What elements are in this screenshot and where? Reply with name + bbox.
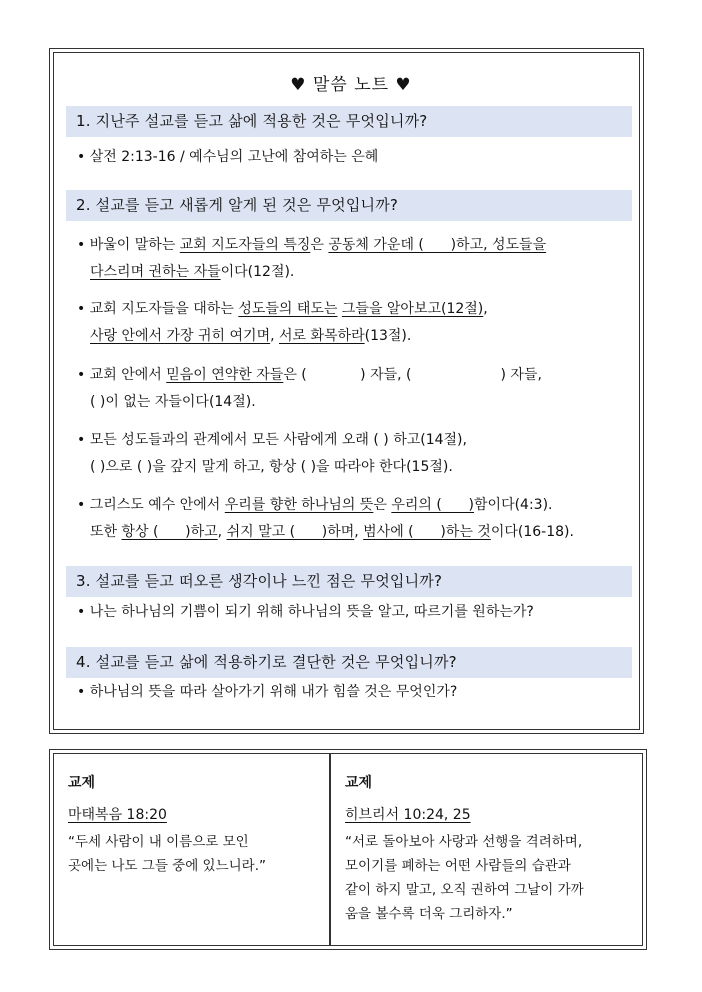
question-1-answer: • 살전 2:13-16 / 예수님의 고난에 참여하는 은혜 — [77, 149, 379, 165]
q2-bullet-3-line-2: ( )이 없는 자들이다(14절). — [90, 394, 256, 410]
q2-bullet-2-line-2 — [90, 326, 411, 346]
text-segment: • 바울이 말하는 — [77, 237, 180, 253]
underlined-text: 범사에 ( )하는 것 — [363, 524, 491, 540]
q2-bullet-2-line-1 — [77, 299, 488, 319]
fellowship-left-title: 교제 — [68, 775, 96, 791]
text-segment: , — [270, 328, 279, 344]
page-title: ♥ 말씀 노트 ♥ — [290, 75, 412, 95]
underlined-text: 다스리며 권하는 자들 — [90, 264, 221, 280]
fellowship-right-verse — [345, 830, 584, 926]
text-segment: • 그리스도 예수 안에서 — [77, 497, 225, 513]
verse-line: 곳에는 나도 그들 중에 있느니라.” — [68, 858, 266, 874]
verse-line: 모이기를 폐하는 어떤 사람들의 습관과 — [345, 858, 571, 874]
fellowship-divider — [329, 753, 331, 946]
q2-bullet-4-line-2: ( )으로 ( )을 갚지 말게 하고, 항상 ( )을 따라야 한다(15절). — [90, 459, 453, 475]
question-1-heading: 1. 지난주 설교를 듣고 삶에 적용한 것은 무엇입니까? — [66, 106, 632, 137]
text-segment: , — [483, 301, 488, 317]
q2-bullet-5-line-2 — [90, 522, 574, 542]
text-segment: 은 — [310, 237, 329, 253]
text-segment: 또한 — [90, 524, 122, 540]
question-4-answer: • 하나님의 뜻을 따라 살아가기 위해 내가 힘쓸 것은 무엇인가? — [77, 684, 458, 700]
fellowship-left-reference: 마태복음 18:20 — [68, 807, 167, 823]
question-4-heading: 4. 설교를 듣고 삶에 적용하기로 결단한 것은 무엇입니까? — [66, 647, 632, 678]
underlined-text: 믿음이 연약한 자들 — [166, 367, 284, 383]
q2-bullet-1-line-1 — [77, 235, 546, 255]
verse-line: 같이 하지 말고, 오직 권하여 그날이 가까 — [345, 882, 584, 898]
text-segment: , — [217, 524, 227, 540]
question-2-heading: 2. 설교를 듣고 새롭게 알게 된 것은 무엇입니까? — [66, 190, 632, 221]
underlined-text: 우리의 ( ) — [391, 497, 475, 513]
question-3-heading: 3. 설교를 듣고 떠오른 생각이나 느낀 점은 무엇입니까? — [66, 566, 632, 597]
text-segment: , — [354, 524, 364, 540]
underlined-text: 우리를 향한 하나님의 뜻 — [224, 497, 374, 513]
underlined-text: 서로 화목하라 — [279, 328, 365, 344]
text-segment: (13절). — [364, 328, 412, 344]
verse-line: 움을 볼수록 더욱 그리하자.” — [345, 906, 513, 922]
q2-bullet-3-line-1 — [77, 365, 542, 385]
verse-line: “서로 돌아보아 사랑과 선행을 격려하며, — [345, 834, 583, 850]
verse-line: “두세 사람이 내 이름으로 모인 — [68, 834, 249, 850]
fellowship-right-reference: 히브리서 10:24, 25 — [345, 807, 471, 823]
text-segment: • 교회 지도자들을 대하는 — [77, 301, 239, 317]
underlined-text: 그들을 알아보고(12절) — [341, 301, 484, 317]
underlined-text: 사랑 안에서 가장 귀히 여기며 — [90, 328, 271, 344]
q2-bullet-4-line-1: • 모든 성도들과의 관계에서 모든 사람에게 오래 ( ) 하고(14절), — [77, 432, 467, 448]
underlined-text: 교회 지도자들의 특징 — [179, 237, 311, 253]
fellowship-right-title: 교제 — [345, 775, 373, 791]
q2-bullet-5-line-1 — [77, 495, 553, 515]
underlined-text: 성도들의 태도는 — [238, 301, 338, 317]
underlined-text: 공동체 가운데 ( )하고, 성도들을 — [328, 237, 547, 253]
text-segment: 은 ( ) 자들, ( ) 자들, — [283, 367, 542, 383]
text-segment: 이다(16-18). — [490, 524, 574, 540]
text-segment: 함이다(4:3). — [474, 497, 553, 513]
question-3-answer: • 나는 하나님의 기쁨이 되기 위해 하나님의 뜻을 알고, 따르기를 원하는가? — [77, 604, 534, 620]
text-segment: 은 — [373, 497, 392, 513]
q2-bullet-1-line-2 — [90, 262, 294, 282]
fellowship-left-verse — [68, 830, 266, 878]
text-segment: 이다(12절). — [220, 264, 295, 280]
underlined-text: 항상 ( )하고 — [121, 524, 218, 540]
text-segment: • 교회 안에서 — [77, 367, 167, 383]
underlined-text: 쉬지 말고 ( )하며 — [226, 524, 355, 540]
